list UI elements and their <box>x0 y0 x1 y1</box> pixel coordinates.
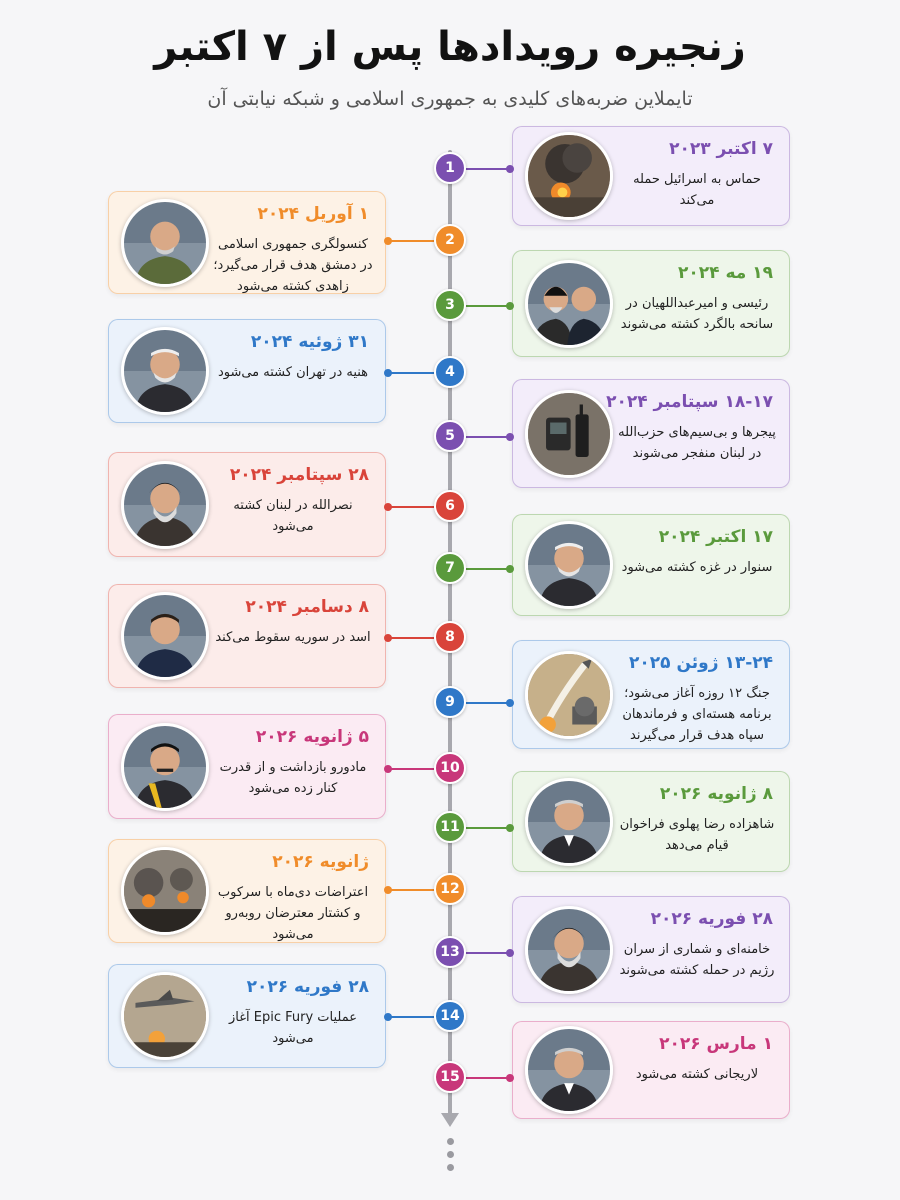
event-connector <box>386 637 434 639</box>
timeline-node: 1 <box>434 152 466 184</box>
event-connector <box>386 372 434 374</box>
event-date: ۱۳-۲۴ ژوئن ۲۰۲۵ <box>629 653 773 673</box>
event-date: ۸ دسامبر ۲۰۲۴ <box>245 597 369 617</box>
event-connector <box>466 168 512 170</box>
event-card <box>108 191 386 294</box>
event-card <box>512 771 790 872</box>
event-connector <box>386 889 434 891</box>
event-date: ۲۸ سپتامبر ۲۰۲۴ <box>229 465 369 485</box>
page-subtitle: تایملاین ضربه‌های کلیدی به جمهوری اسلامی و شبکه نیابتی آن <box>207 88 693 110</box>
pagers-photo <box>525 390 613 478</box>
nasrallah-portrait <box>121 461 209 549</box>
event-description: عملیات Epic Fury آغاز می‌شود <box>228 1010 358 1046</box>
event-date: ۱ آوریل ۲۰۲۴ <box>257 204 369 224</box>
event-description: خامنه‌ای و شماری از سران رژیم در حمله کشته می‌شوند <box>619 942 775 978</box>
event-connector <box>466 305 512 307</box>
event-description: هنیه در تهران کشته می‌شود <box>217 365 369 380</box>
timeline-node: 14 <box>434 1000 466 1032</box>
event-description: حماس به اسرائیل حمله می‌کند <box>633 172 761 208</box>
event-connector <box>386 768 434 770</box>
event-description: نصرالله در لبنان کشته می‌شود <box>233 498 353 534</box>
event-card <box>108 319 386 423</box>
event-connector <box>466 568 512 570</box>
event-date: ۳۱ ژوئیه ۲۰۲۴ <box>250 332 369 352</box>
event-card <box>108 452 386 557</box>
event-card <box>512 1021 790 1119</box>
maduro-portrait <box>121 723 209 811</box>
event-date: ۱۷ اکتبر ۲۰۲۴ <box>658 527 773 547</box>
timeline-node: 4 <box>434 356 466 388</box>
event-date: ۲۸ فوریه ۲۰۲۶ <box>650 909 773 929</box>
continuation-dots-icon <box>444 1138 456 1177</box>
event-connector <box>466 1077 512 1079</box>
two-officials-portrait <box>525 260 613 348</box>
event-date: ژانویه ۲۰۲۶ <box>272 852 369 872</box>
sinwar-portrait <box>525 521 613 609</box>
event-card <box>512 126 790 226</box>
event-connector <box>466 436 512 438</box>
page-title: زنجیره رویدادها پس از ۷ اکتبر <box>154 24 746 70</box>
event-connector <box>386 240 434 242</box>
event-date: ۱۸-۱۷ سپتامبر ۲۰۲۴ <box>606 392 773 412</box>
event-date: ۷ اکتبر ۲۰۲۳ <box>669 139 773 159</box>
explosion-city-photo <box>525 132 613 220</box>
timeline-node: 10 <box>434 752 466 784</box>
event-date: ۱۹ مه ۲۰۲۴ <box>678 263 773 283</box>
event-card <box>512 514 790 616</box>
khamenei-portrait <box>525 906 613 994</box>
event-description: مادورو بازداشت و از قدرت کنار زده می‌شود <box>219 760 367 796</box>
event-card <box>108 839 386 943</box>
event-description: اعتراضات دی‌ماه با سرکوب و کشتار معترضان روبه‌رو می‌شود <box>217 885 369 942</box>
event-description: رئیسی و امیرعبداللهیان در سانحه بالگرد کشته می‌شوند <box>620 296 774 332</box>
assad-portrait <box>121 592 209 680</box>
timeline-node: 11 <box>434 811 466 843</box>
pahlavi-portrait <box>525 778 613 866</box>
timeline-node: 7 <box>434 552 466 584</box>
fighter-jets-photo <box>121 972 209 1060</box>
timeline-node: 8 <box>434 621 466 653</box>
event-connector <box>466 702 512 704</box>
timeline-node: 5 <box>434 420 466 452</box>
timeline-node: 3 <box>434 289 466 321</box>
timeline-node: 13 <box>434 936 466 968</box>
military-commander-portrait <box>121 199 209 287</box>
larijani-portrait <box>525 1026 613 1114</box>
haniyeh-portrait <box>121 327 209 415</box>
event-card <box>512 250 790 357</box>
timeline-arrow-icon <box>441 1113 459 1127</box>
event-connector <box>466 952 512 954</box>
timeline-node: 2 <box>434 224 466 256</box>
missile-launch-photo <box>525 651 613 739</box>
event-card <box>512 379 790 488</box>
timeline-node: 12 <box>434 873 466 905</box>
event-date: ۲۸ فوریه ۲۰۲۶ <box>246 977 369 997</box>
event-description: اسد در سوریه سقوط می‌کند <box>215 630 371 645</box>
timeline-node: 9 <box>434 686 466 718</box>
event-card <box>512 896 790 1003</box>
event-date: ۵ ژانویه ۲۰۲۶ <box>255 727 369 747</box>
event-description: لاریجانی کشته می‌شود <box>635 1067 759 1082</box>
event-date: ۱ مارس ۲۰۲۶ <box>659 1034 773 1054</box>
timeline-node: 15 <box>434 1061 466 1093</box>
event-card <box>108 584 386 688</box>
event-connector <box>386 1016 434 1018</box>
event-description: کنسولگری جمهوری اسلامی در دمشق هدف قرار می‌گیرد؛ زاهدی کشته می‌شود <box>213 237 373 294</box>
event-description: شاهزاده رضا پهلوی فراخوان قیام می‌دهد <box>619 817 775 853</box>
timeline-node: 6 <box>434 490 466 522</box>
event-description: پیجرها و بی‌سیم‌های حزب‌الله در لبنان منفجر می‌شوند <box>618 425 776 461</box>
event-card <box>512 640 790 749</box>
protest-fire-photo <box>121 847 209 935</box>
event-card <box>108 964 386 1068</box>
event-card <box>108 714 386 819</box>
event-connector <box>466 827 512 829</box>
event-connector <box>386 506 434 508</box>
event-date: ۸ ژانویه ۲۰۲۶ <box>659 784 773 804</box>
event-description: سنوار در غزه کشته می‌شود <box>621 560 773 575</box>
event-description: جنگ ۱۲ روزه آغاز می‌شود؛ برنامه هسته‌ای و فرماندهان سپاه هدف قرار می‌گیرند <box>622 686 772 743</box>
